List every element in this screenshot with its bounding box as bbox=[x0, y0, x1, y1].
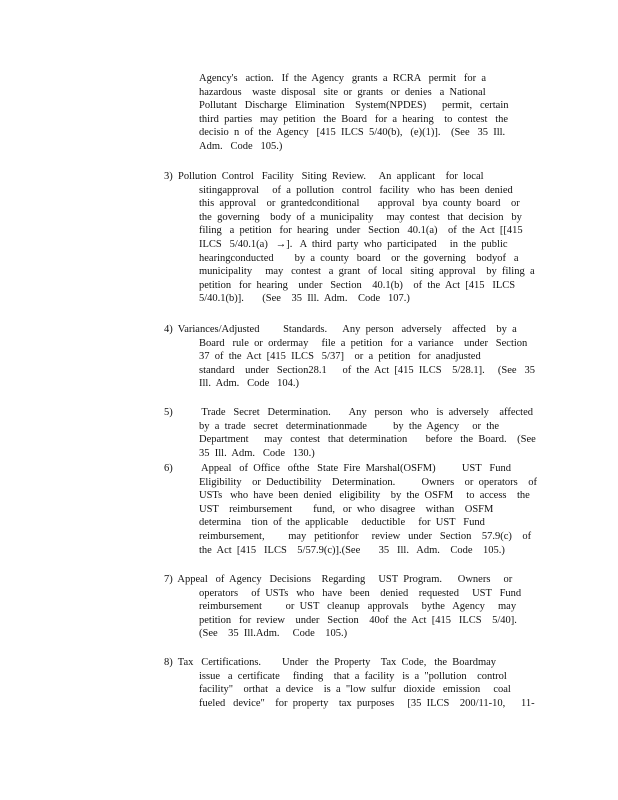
text-line: by a trade secret determinationmade by the Agency or the bbox=[199, 420, 500, 432]
text-line: 5) Trade Secret Determination. Any person who is adversely affected bbox=[164, 407, 533, 418]
text-line: determina tion of the applicable deductible for UST Fund bbox=[199, 517, 485, 529]
text-line: 6) Appeal of Office ofthe State Fire Marshal(OSFM) UST Fund bbox=[164, 463, 511, 474]
item-6-osfm-appeal bbox=[164, 462, 537, 557]
text-line: reimbursement or UST cleanup approvals bythe Agency may bbox=[199, 601, 517, 613]
text-line: this approval or grantedconditional approval bya county board or bbox=[199, 198, 520, 210]
text-line: reimbursement, may petitionfor review under Section 57.9(c) of bbox=[199, 530, 532, 542]
text-line: 7) Appeal of Agency Decisions Regarding UST Program. Owners or bbox=[164, 574, 513, 585]
text-line: municipality may contest a grant of local siting approval by filing a bbox=[199, 266, 535, 278]
text-line: fueled device" for property tax purposes [35 ILCS 200/11-10, 11- bbox=[199, 697, 535, 709]
text-line: (See 35 Ill.Adm. Code 105.) bbox=[199, 628, 348, 640]
text-line: Pollutant Discharge Elimination System(NPDES) permit, certain bbox=[199, 100, 509, 112]
text-line: hearingconducted by a county board or the governing bodyof a bbox=[199, 252, 519, 264]
item-3-pollution-control-siting bbox=[164, 170, 535, 306]
text-line: facility" orthat a device is a "low sulfur dioxide emission coal bbox=[199, 684, 511, 696]
text-line: UST reimbursement fund, or who disagree withan OSFM bbox=[199, 503, 494, 515]
text-line: the Act [415 ILCS 5/57.9(c)].(See 35 Ill. Adm. Code 105.) bbox=[199, 544, 505, 556]
item-4-variances bbox=[164, 323, 535, 391]
intro-paragraph bbox=[164, 72, 530, 154]
item-7-ust-program-appeal bbox=[164, 573, 530, 641]
text-line: operators of USTs who have been denied requested UST Fund bbox=[199, 587, 522, 599]
text-line: decisio n of the Agency [415 ILCS 5/40(b), (e)(1)]. (See 35 Ill. bbox=[199, 127, 506, 139]
text-line: standard under Section28.1 of the Act [415 ILCS 5/28.1]. (See 35 bbox=[199, 364, 535, 376]
text-line: filing a petition for hearing under Section 40.1(a) of the Act [[415 bbox=[199, 225, 523, 237]
text-line: 37 of the Act [415 ILCS 5/37] or a petition for anadjusted bbox=[199, 351, 481, 363]
text-line: third parties may petition the Board for a hearing to contest the bbox=[199, 113, 509, 125]
text-line: Ill. Adm. Code 104.) bbox=[199, 378, 300, 390]
item-8-tax-certifications bbox=[164, 656, 535, 710]
text-line: 4) Variances/Adjusted Standards. Any person adversely affected by a bbox=[164, 324, 517, 335]
text-line: 8) Tax Certifications. Under the Property Tax Code, the Boardmay bbox=[164, 657, 497, 668]
text-line: the governing body of a municipality may contest that decision by bbox=[199, 211, 522, 223]
text-line: USTs who have been denied eligibility by the OSFM to access the bbox=[199, 490, 530, 502]
text-line: ILCS 5/40.1(a) →]. A third party who participated in the public bbox=[199, 238, 508, 250]
text-line: Department may contest that determination before the Board. (See bbox=[199, 434, 536, 446]
text-line: 3) Pollution Control Facility Siting Review. An applicant for local bbox=[164, 171, 484, 182]
text-line: Adm. Code 105.) bbox=[199, 140, 283, 152]
text-line: sitingapproval of a pollution control facility who has been denied bbox=[199, 184, 513, 196]
item-5-trade-secret bbox=[164, 406, 536, 460]
text-line: petition for hearing under Section 40.1(b) of the Act [415 ILCS bbox=[199, 279, 516, 291]
text-line: 35 Ill. Adm. Code 130.) bbox=[199, 447, 315, 459]
text-line: Eligibility or Deductibility Determination. Owners or operators of bbox=[199, 476, 537, 488]
text-line: hazardous waste disposal site or grants or denies a National bbox=[199, 86, 486, 98]
text-line: 5/40.1(b)]. (See 35 Ill. Adm. Code 107.) bbox=[199, 293, 410, 305]
text-line: Board rule or ordermay file a petition for a variance under Section bbox=[199, 337, 528, 349]
text-line: Agency's action. If the Agency grants a RCRA permit for a bbox=[199, 73, 487, 84]
text-line: issue a certificate finding that a facility is a "pollution control bbox=[199, 670, 507, 682]
text-line: petition for review under Section 40of the Act [415 ILCS 5/40]. bbox=[199, 614, 517, 626]
